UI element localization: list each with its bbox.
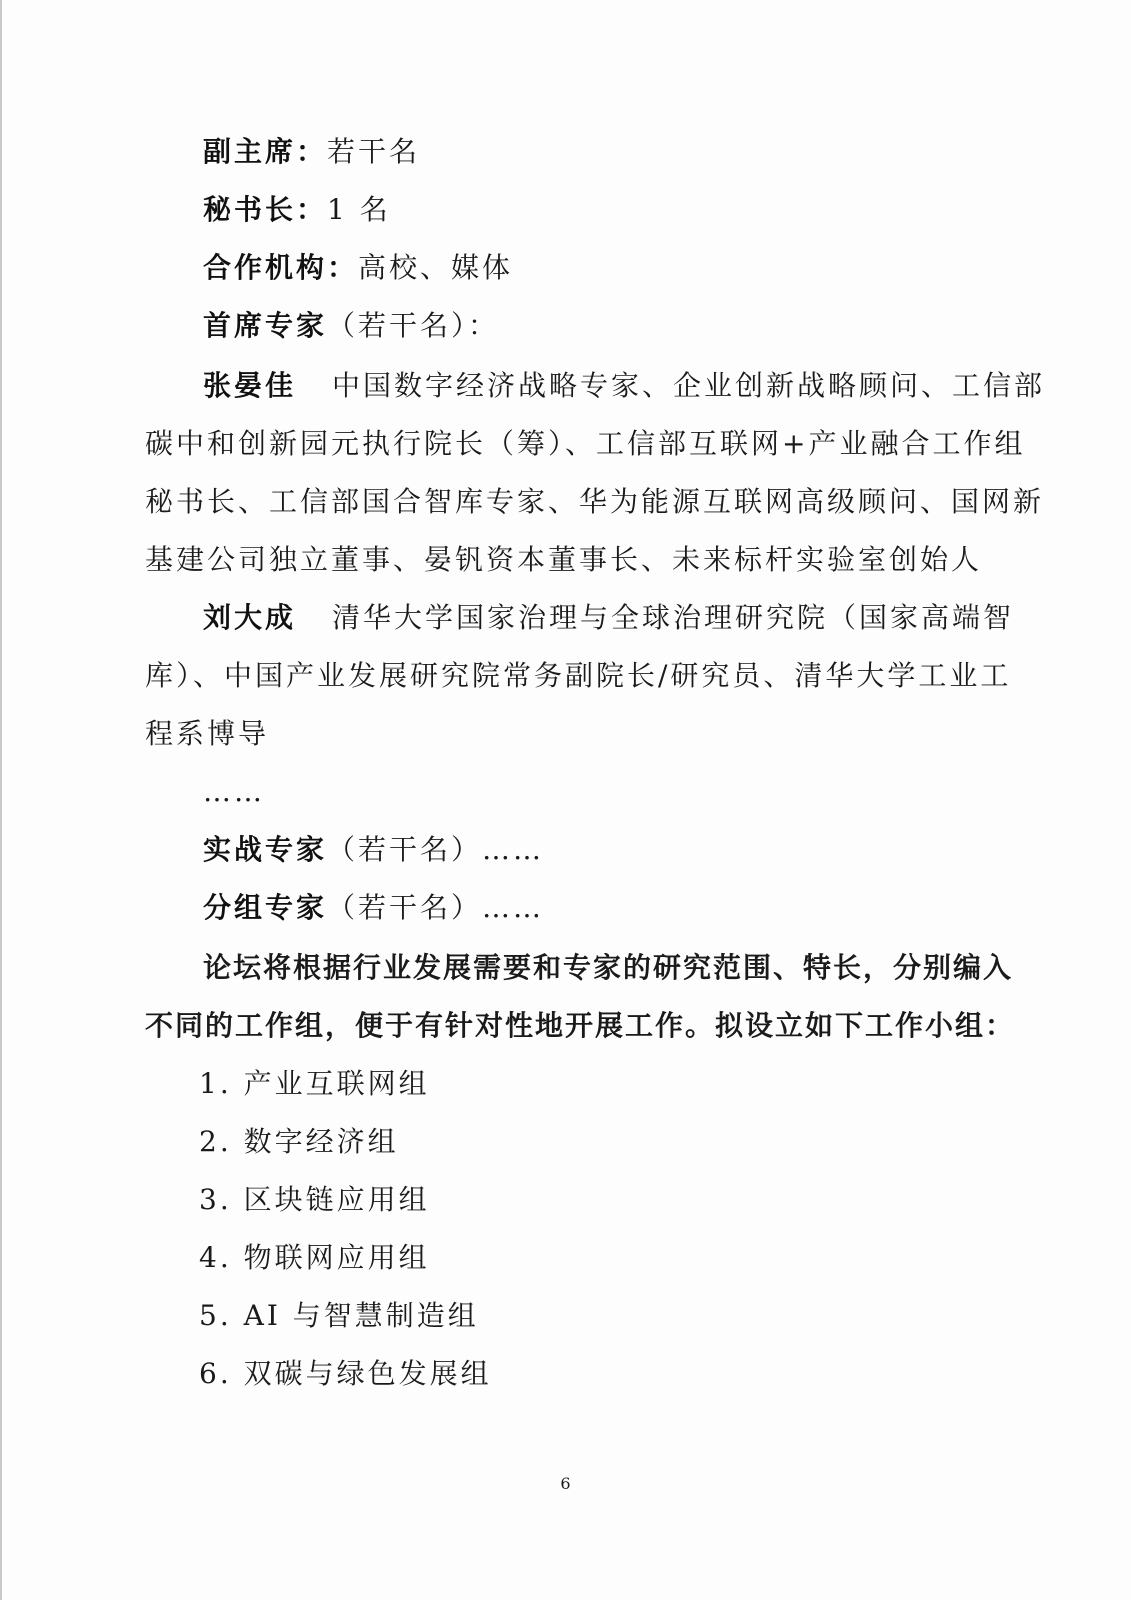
role-value: （若干名）……: [327, 891, 545, 924]
role-label: 合作机构：: [203, 251, 359, 284]
role-label: 秘书长：: [203, 193, 328, 226]
expert-bio-line: 碳中和创新园元执行院长（筹）、工信部互联网+产业融合工作组: [145, 427, 1026, 460]
expert-name: 张晏佳: [203, 369, 297, 402]
role-value: （若干名）：: [327, 309, 500, 342]
role-value: 1 名: [327, 193, 391, 226]
expert-bio-line: 程系博导: [145, 717, 270, 750]
expert-bio-line: 清华大学国家治理与全球治理研究院（国家高端智: [332, 601, 1015, 634]
role-value: 高校、媒体: [358, 251, 514, 284]
intro-line: 不同的工作组，便于有针对性地开展工作。拟设立如下工作小组：: [145, 1009, 1016, 1042]
ellipsis: ……: [203, 775, 265, 808]
role-value: （若干名）……: [327, 833, 545, 866]
group-item: 4. 物联网应用组: [199, 1241, 430, 1274]
role-label: 副主席：: [203, 135, 328, 168]
role-chief-experts: [203, 306, 499, 346]
expert-1-first-line: [203, 366, 1045, 406]
page-number: 6: [560, 1474, 571, 1493]
role-label: 首席专家: [203, 309, 328, 342]
role-label: 分组专家: [203, 891, 328, 924]
role-secretary-general: [203, 190, 391, 230]
expert-bio-line: 中国数字经济战略专家、企业创新战略顾问、工信部: [332, 369, 1046, 402]
group-item: 2. 数字经济组: [199, 1125, 399, 1158]
expert-2-first-line: [203, 598, 1014, 638]
group-item: 5. AI 与智慧制造组: [199, 1299, 479, 1332]
role-label: 实战专家: [203, 833, 328, 866]
expert-name: 刘大成: [203, 601, 297, 634]
role-vice-chair: [203, 132, 420, 172]
expert-bio-line: 秘书长、工信部国合智库专家、华为能源互联网高级顾问、国网新: [145, 485, 1045, 518]
expert-bio-line: 基建公司独立董事、晏钒资本董事长、未来标杆实验室创始人: [145, 543, 983, 576]
role-value: 若干名: [327, 135, 421, 168]
role-group-experts: [203, 888, 544, 928]
role-practical-experts: [203, 830, 544, 870]
role-partners: [203, 248, 513, 288]
expert-bio-line: 库）、中国产业发展研究院常务副院长/研究员、清华大学工业工: [145, 659, 1012, 692]
group-item: 3. 区块链应用组: [199, 1183, 430, 1216]
intro-line: 论坛将根据行业发展需要和专家的研究范围、特长，分别编入: [203, 951, 1014, 984]
group-item: 1. 产业互联网组: [199, 1067, 430, 1100]
group-item: 6. 双碳与绿色发展组: [199, 1357, 492, 1390]
